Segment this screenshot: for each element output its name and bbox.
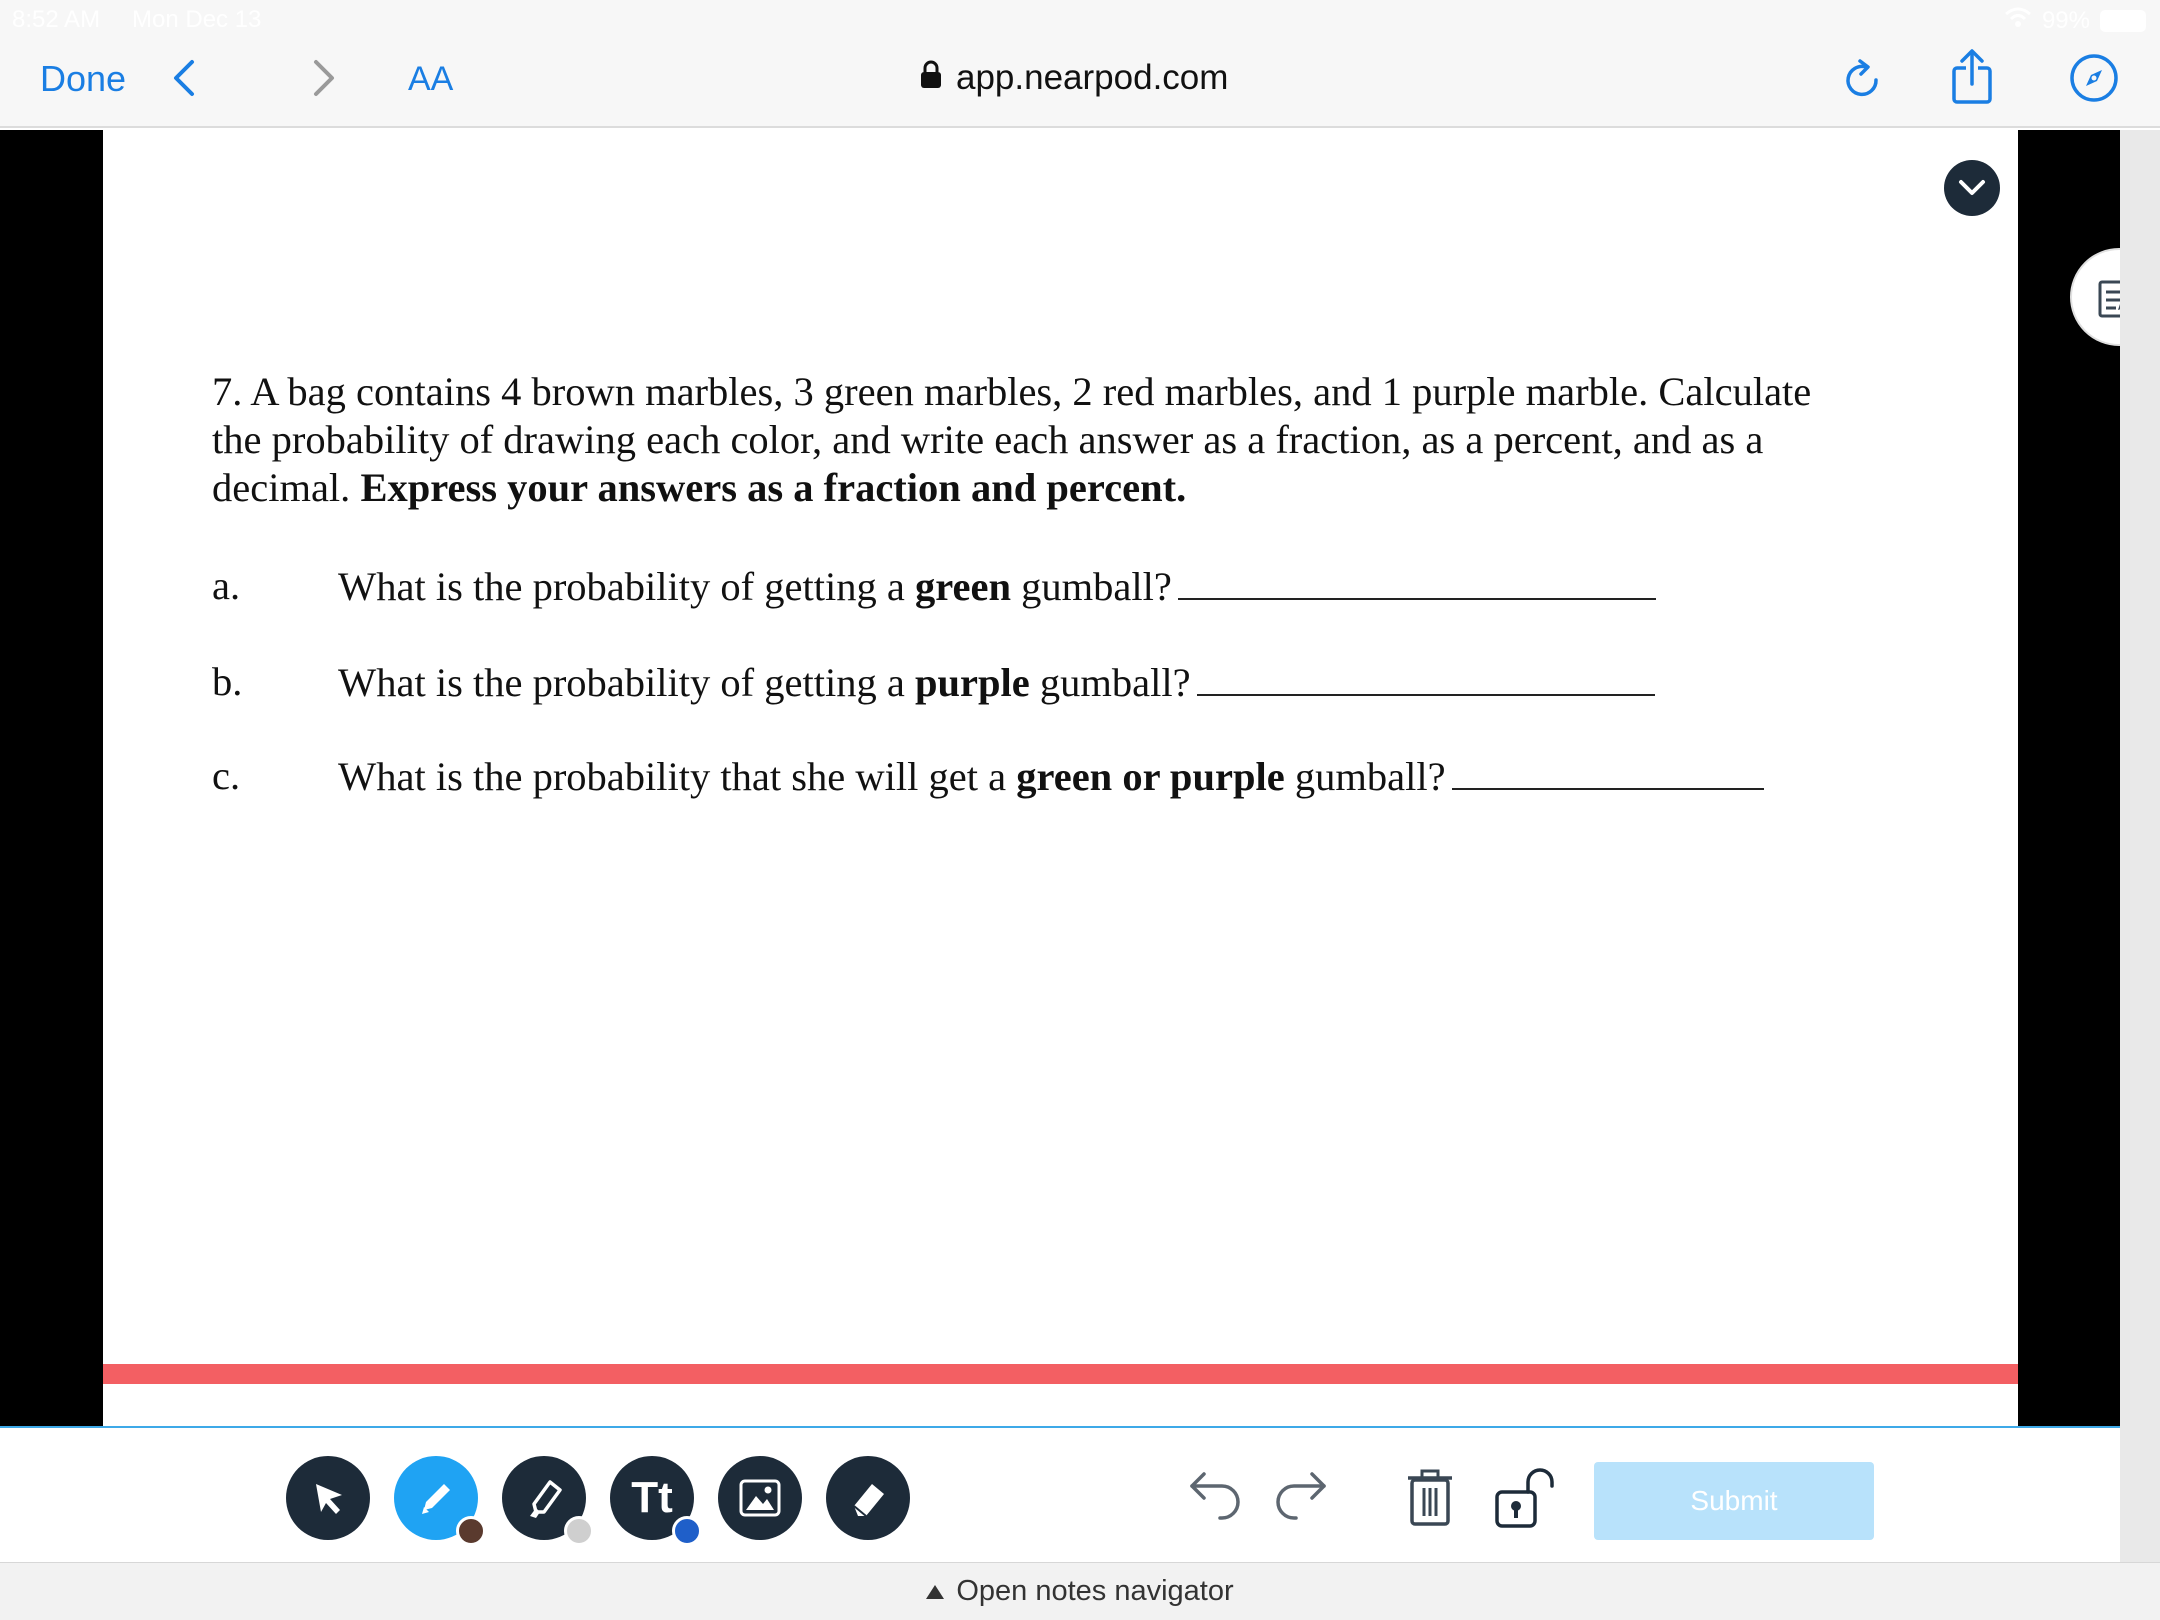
highlighter-icon bbox=[520, 1474, 568, 1522]
part-text-before: What is the probability of getting a bbox=[338, 660, 915, 705]
image-tool-button[interactable] bbox=[718, 1456, 802, 1540]
answer-blank bbox=[1197, 658, 1655, 696]
part-text bbox=[338, 562, 1656, 610]
url-text: app.nearpod.com bbox=[956, 58, 1229, 97]
status-time: 8:52 AM bbox=[12, 6, 101, 33]
cursor-icon bbox=[308, 1478, 348, 1518]
trash-icon[interactable] bbox=[1404, 1468, 1456, 1533]
eraser-icon bbox=[844, 1474, 892, 1522]
address-bar[interactable] bbox=[920, 58, 1228, 98]
part-letter: a. bbox=[212, 563, 241, 608]
part-text-after: gumball? bbox=[1029, 660, 1191, 705]
done-button[interactable]: Done bbox=[40, 58, 127, 99]
notes-navigator-toggle[interactable] bbox=[0, 1562, 2160, 1620]
lock-icon bbox=[920, 58, 942, 98]
pen-color-swatch[interactable] bbox=[456, 1516, 486, 1546]
submit-button[interactable]: Submit bbox=[1594, 1462, 1874, 1540]
part-text-bold: purple bbox=[915, 660, 1030, 705]
compass-icon[interactable] bbox=[2068, 52, 2120, 104]
question-text: 7. A bag contains 4 brown marbles, 3 green marbles, 2 red marbles, and 1 purple marble. Calculate the probability of drawing each color, and write each answer as a fraction, as a percent, and as a decimal. bbox=[212, 369, 1812, 510]
part-text bbox=[338, 752, 1764, 800]
share-icon[interactable] bbox=[1948, 48, 1996, 106]
part-letter: b. bbox=[212, 659, 243, 704]
question-instruction: Express your answers as a fraction and percent. bbox=[360, 465, 1187, 510]
part-text-before: What is the probability that she will get a bbox=[338, 754, 1017, 799]
collapse-chevron-button[interactable] bbox=[1944, 160, 2000, 216]
question-prompt bbox=[212, 368, 1862, 512]
highlighter-tool-button[interactable] bbox=[502, 1456, 586, 1540]
chevron-down-icon bbox=[1956, 177, 1988, 199]
part-text-after: gumball? bbox=[1010, 564, 1172, 609]
select-tool-button[interactable] bbox=[286, 1456, 370, 1540]
status-date: Mon Dec 13 bbox=[132, 6, 262, 33]
undo-icon[interactable] bbox=[1188, 1468, 1244, 1533]
part-text-bold: green or purple bbox=[1016, 754, 1285, 799]
part-text bbox=[338, 658, 1655, 706]
answer-blank bbox=[1452, 752, 1764, 790]
part-text-after: gumball? bbox=[1284, 754, 1446, 799]
status-indicators bbox=[2004, 6, 2146, 35]
highlighter-color-swatch[interactable] bbox=[564, 1516, 594, 1546]
side-panel-edge bbox=[2120, 130, 2160, 1564]
part-text-bold: green bbox=[915, 564, 1011, 609]
browser-toolbar bbox=[0, 40, 2160, 128]
drawing-toolbar bbox=[0, 1426, 2120, 1564]
text-size-button[interactable]: AA bbox=[408, 60, 454, 98]
text-tool-label: Tt bbox=[631, 1473, 673, 1522]
eraser-tool-button[interactable] bbox=[826, 1456, 910, 1540]
text-color-swatch[interactable] bbox=[672, 1516, 702, 1546]
answer-blank bbox=[1178, 562, 1656, 600]
wifi-icon bbox=[2004, 6, 2032, 35]
reload-icon[interactable] bbox=[1840, 56, 1884, 104]
battery-icon bbox=[2100, 10, 2146, 32]
pencil-icon bbox=[414, 1476, 458, 1520]
battery-percent: 99% bbox=[2041, 6, 2090, 34]
part-text-before: What is the probability of getting a bbox=[338, 564, 915, 609]
part-letter: c. bbox=[212, 753, 241, 798]
notes-navigator-label: Open notes navigator bbox=[956, 1575, 1234, 1607]
image-icon bbox=[738, 1478, 782, 1518]
slide-progress-bar bbox=[103, 1364, 2018, 1384]
unlock-icon[interactable] bbox=[1494, 1468, 1562, 1535]
text-tool-button[interactable] bbox=[610, 1456, 694, 1540]
pen-tool-button[interactable] bbox=[394, 1456, 478, 1540]
back-chevron-icon[interactable] bbox=[166, 54, 202, 102]
redo-icon[interactable] bbox=[1272, 1468, 1328, 1533]
status-bar bbox=[0, 0, 2160, 40]
forward-chevron-icon[interactable] bbox=[306, 54, 342, 102]
triangle-up-icon bbox=[926, 1585, 944, 1599]
